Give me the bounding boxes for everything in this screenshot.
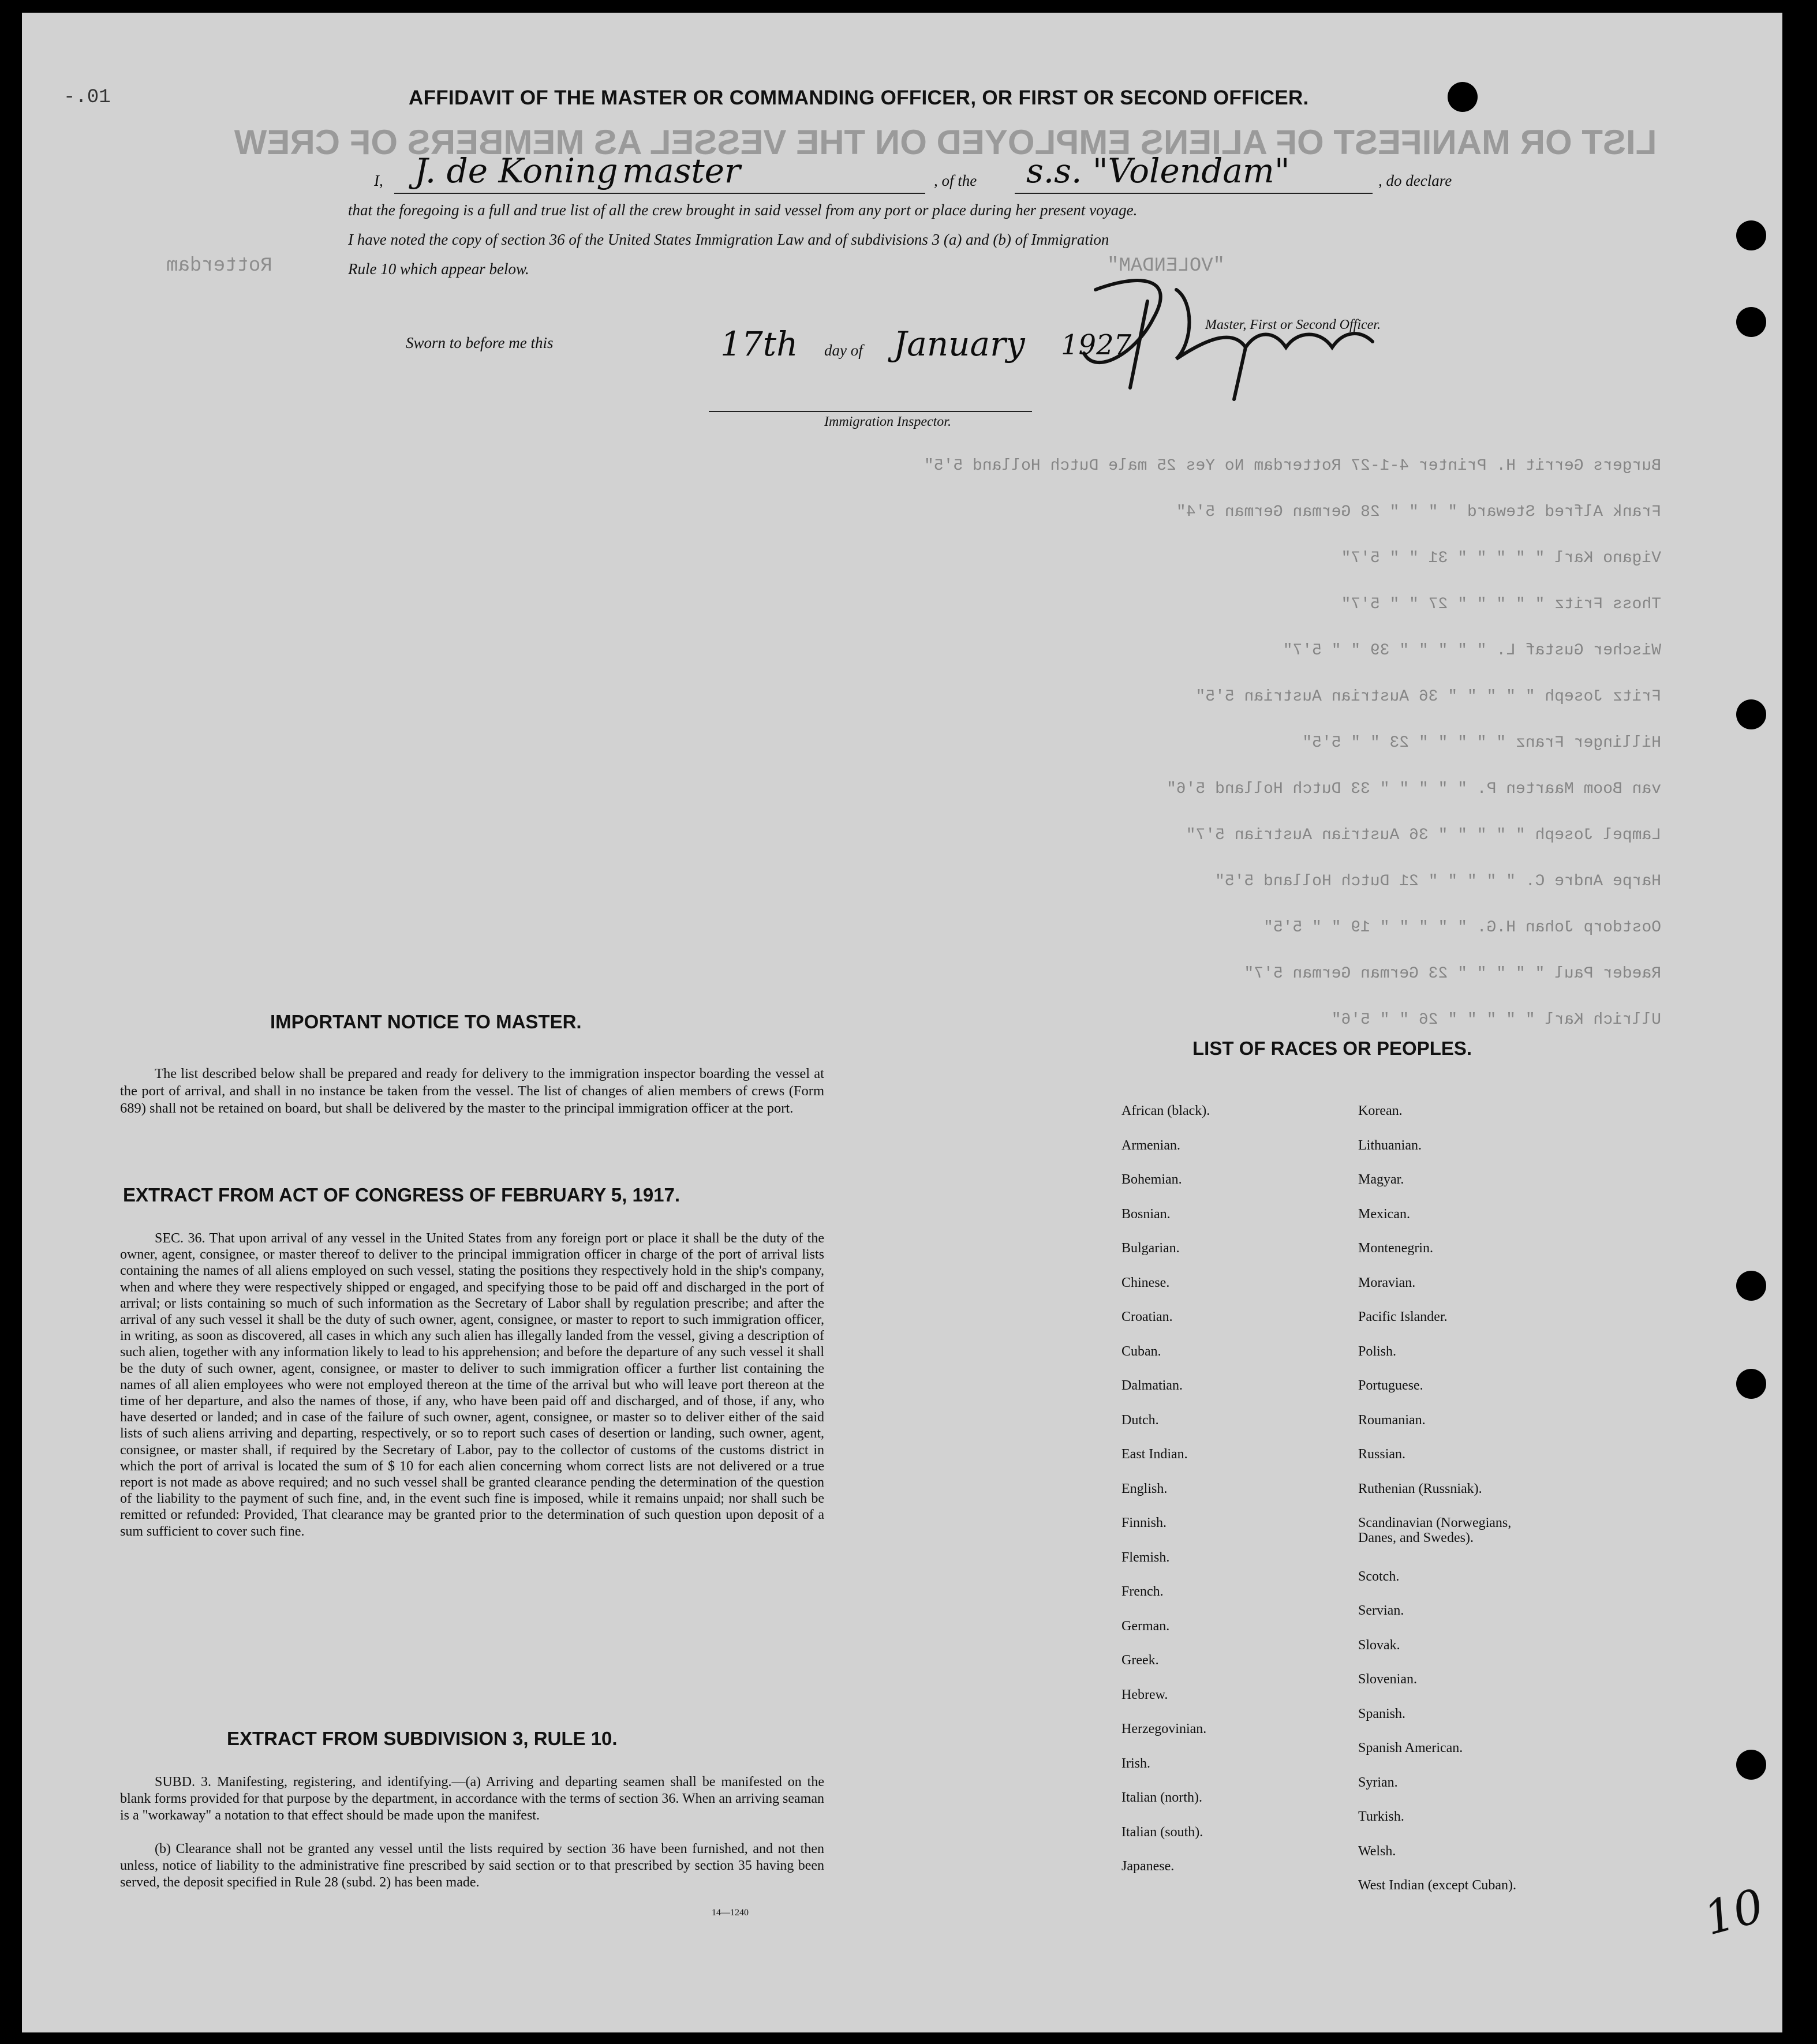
race-item: French. xyxy=(1121,1584,1164,1599)
bleed-through-port: Rotterdam xyxy=(166,255,272,277)
race-item: Spanish American. xyxy=(1358,1740,1463,1755)
race-item: Ruthenian (Russniak). xyxy=(1358,1481,1482,1496)
race-item: Mexican. xyxy=(1358,1206,1410,1222)
day-of-label: day of xyxy=(824,342,863,359)
race-item: Magyar. xyxy=(1358,1172,1404,1187)
race-item: Cuban. xyxy=(1121,1343,1161,1359)
bleed-through-row: Frank Alfred Steward " " " " 28 German German 5'4" xyxy=(1176,503,1661,521)
race-item: Scotch. xyxy=(1358,1568,1400,1584)
sworn-month-handwritten: January xyxy=(893,324,1025,364)
sworn-year: 1927 xyxy=(1061,329,1132,361)
race-item: Flemish. xyxy=(1121,1549,1170,1565)
bleed-through-row: van Boom Maarten P. " " " " " 33 Dutch Holland 5'6" xyxy=(1167,780,1661,798)
race-item: Lithuanian. xyxy=(1358,1137,1422,1153)
races-title: LIST OF RACES OR PEOPLES. xyxy=(1192,1038,1472,1059)
race-item: Japanese. xyxy=(1121,1859,1175,1874)
bleed-through-row: Raeder Paul " " " " " 23 German German 5'7" xyxy=(1244,965,1661,983)
affidavit-title: AFFIDAVIT OF THE MASTER OR COMMANDING OFFICER, OR FIRST OR SECOND OFFICER. xyxy=(409,87,1309,109)
affidavit-declare: , do declare xyxy=(1378,172,1452,189)
affidavit-line-2: that the foregoing is a full and true list of all the crew brought in said vessel from any port or place during her present voyage. xyxy=(348,201,1138,219)
race-item: Danes, and Swedes). xyxy=(1358,1530,1474,1545)
race-item: Moravian. xyxy=(1358,1275,1416,1290)
race-item: Finnish. xyxy=(1121,1515,1167,1530)
master-name-handwritten: J. de Koning xyxy=(414,151,618,190)
bleed-through-title: LIST OR MANIFEST OF ALIENS EMPLOYED ON THE VESSEL AS MEMBERS OF CREW xyxy=(234,123,1657,162)
race-item: Montenegrin. xyxy=(1358,1241,1433,1256)
race-item: Russian. xyxy=(1358,1447,1406,1462)
extract-rule-title: EXTRACT FROM SUBDIVISION 3, RULE 10. xyxy=(227,1728,618,1749)
race-item: Irish. xyxy=(1121,1755,1150,1771)
affidavit-of-the: , of the xyxy=(934,172,977,189)
race-item: Hebrew. xyxy=(1121,1687,1168,1702)
master-caption: Master, First or Second Officer. xyxy=(1205,317,1381,332)
race-item: West Indian (except Cuban). xyxy=(1358,1878,1516,1893)
punch-hole xyxy=(1736,307,1766,337)
punch-hole xyxy=(1736,220,1766,250)
inspector-signature-line xyxy=(709,411,1032,412)
race-item: Croatian. xyxy=(1121,1309,1173,1324)
race-item: Turkish. xyxy=(1358,1809,1404,1824)
race-item: Armenian. xyxy=(1121,1137,1180,1153)
race-item: Bosnian. xyxy=(1121,1206,1171,1222)
race-item: Syrian. xyxy=(1358,1775,1398,1790)
race-item: Bulgarian. xyxy=(1121,1241,1180,1256)
race-item: Pacific Islander. xyxy=(1358,1309,1448,1324)
bleed-through-row: Fritz Joseph " " " " " 36 Austrian Austrian 5'5" xyxy=(1195,688,1661,706)
race-item: Portuguese. xyxy=(1358,1378,1423,1393)
race-item: Greek. xyxy=(1121,1653,1159,1668)
bleed-through-vessel: "VOLENDAM" xyxy=(1107,255,1225,277)
page-number-handwritten: 10 xyxy=(1698,1878,1770,1946)
punch-hole xyxy=(1736,699,1766,729)
punch-hole xyxy=(1448,82,1478,112)
affidavit-line-4: Rule 10 which appear below. xyxy=(348,260,529,278)
affidavit-line-3: I have noted the copy of section 36 of the United States Immigration Law and of subdivisions 3 (a) and (b) of Immigration xyxy=(348,231,1109,248)
race-item: Scandinavian (Norwegians, xyxy=(1358,1515,1512,1530)
form-number: 14—1240 xyxy=(712,1908,749,1918)
bleed-through-row: Oostdorp Johan H.G. " " " " " 19 " " 5'5" xyxy=(1263,919,1661,937)
bleed-through-row: Hillinger Franz " " " " " 23 " " 5'5" xyxy=(1302,734,1661,752)
race-item: Dutch. xyxy=(1121,1412,1159,1428)
inspector-caption: Immigration Inspector. xyxy=(824,414,951,429)
bleed-through-row: Ullrich Karl " " " " " 26 " " 5'6" xyxy=(1331,1011,1661,1029)
punch-hole xyxy=(1736,1369,1766,1399)
extract-act-title: EXTRACT FROM ACT OF CONGRESS OF FEBRUARY 5, 1917. xyxy=(123,1184,681,1206)
race-item: Herzegovinian. xyxy=(1121,1721,1207,1736)
race-item: English. xyxy=(1121,1481,1168,1496)
bleed-through-row: Burgers Gerrit H. Printer 4-1-27 Rotterdam No Yes 25 male Dutch Holland 5'5" xyxy=(924,457,1661,475)
punch-hole xyxy=(1736,1750,1766,1780)
race-item: German. xyxy=(1121,1618,1170,1634)
extract-rule-text-b: (b) Clearance shall not be granted any vessel until the lists required by section 36 have been furnished, and not then unless, notice of liability to the administrative fine prescribed by said section or to that prescribed by section 35 having been served, the deposit specified in Rule 28 (subd. 2) has been made. xyxy=(120,1841,824,1890)
manifest-page xyxy=(22,13,1782,2032)
master-rank-handwritten: master xyxy=(622,151,741,190)
race-item: Italian (south). xyxy=(1121,1824,1203,1840)
punch-hole xyxy=(1736,1271,1766,1301)
race-item: Slovenian. xyxy=(1358,1672,1417,1687)
extract-act-text: SEC. 36. That upon arrival of any vessel in the United States from any foreign port or place it shall be the duty of the owner, agent, consignee, or master thereof to deliver to the principal immigration officer in charge of the port of arrival lists containing the names of all aliens employed on such vessel, stating the positions they respectively hold in the ship's company, when and where they were respectively shipped or engaged, and specifying those to be paid off and discharged in the port of arrival; or lists containing so much of such information as the Secretary of Labor shall by regulation prescribe; and after the arrival of any such vessel it shall be the duty of such owner, agent, consignee, or master to report to such immigration officer, in writing, as soon as discovered, all cases in which any such alien has illegally landed from the vessel, giving a description of such alien, together with any information likely to lead to his apprehension; and before the departure of any such vessel it shall be the duty of such owner, agent, consignee, or master to deliver to such immigration officer a further list containing the names of all alien employees who were not employed thereon at the time of the arrival but who will leave port thereon at the time of her departure, and also the names of those, if any, who have been paid off and discharged, and of those, if any, who have deserted or landed; and in case of the failure of such owner, agent, consignee, or master so to deliver either of the said lists of such aliens arriving and departing, respectively, or so to report such cases of desertion or landing, such owner, agent, consignee, or master shall, if required by the Secretary of Labor, pay to the collector of customs of the customs district in which the port of arrival is located the sum of $ 10 for each alien concerning whom correct lists are not delivered or a true report is not made as above required; and no such vessel shall be granted clearance pending the determination of the question of the liability to the payment of such fine, and, in the event such fine is imposed, while it remains unpaid; nor shall such be remitted or refunded: Provided, That clearance may be granted prior to the determination of such question upon deposit of a sum sufficient to cover such fine. xyxy=(120,1231,824,1539)
race-item: Chinese. xyxy=(1121,1275,1170,1290)
race-item: Korean. xyxy=(1358,1103,1403,1118)
race-item: Dalmatian. xyxy=(1121,1378,1183,1393)
vessel-name-handwritten: s.s. "Volendam" xyxy=(1026,151,1290,190)
bleed-through-row: Lampel Joseph " " " " " 36 Austrian Austrian 5'7" xyxy=(1186,826,1661,844)
bleed-through-row: Thoss Fritz " " " " " 27 " " 5'7" xyxy=(1341,596,1661,613)
margin-mark: -.01 xyxy=(63,87,111,108)
race-item: Italian (north). xyxy=(1121,1790,1202,1805)
bleed-through-row: Vigano Karl " " " " " 31 " " 5'7" xyxy=(1341,549,1661,567)
affidavit-blank-name xyxy=(394,193,925,194)
race-item: Servian. xyxy=(1358,1603,1404,1618)
race-item: African (black). xyxy=(1121,1103,1210,1118)
extract-rule-text-a: SUBD. 3. Manifesting, registering, and identifying.—(a) Arriving and departing seamen shall be manifested on the blank forms provided for that purpose by the department, in accordance with the terms of section 36. When an arriving seaman is a "workaway" a notation to that effect should be made upon the manifest. xyxy=(120,1775,824,1823)
notice-title: IMPORTANT NOTICE TO MASTER. xyxy=(270,1011,582,1032)
affidavit-i: I, xyxy=(374,172,383,189)
race-item: Spanish. xyxy=(1358,1706,1406,1721)
bleed-through-row: Wischer Gustaf L. " " " " " 39 " " 5'7" xyxy=(1283,642,1661,660)
notice-text: The list described below shall be prepared and ready for delivery to the immigration inspector boarding the vessel at the port of arrival, and shall in no instance be taken from the vessel. The list of changes of alien members of crews (Form 689) shall not be retained on board, but shall be delivered by the master to the principal immigration officer at the port. xyxy=(120,1066,824,1116)
race-item: Welsh. xyxy=(1358,1843,1396,1859)
affidavit-blank-vessel xyxy=(1015,193,1373,194)
bleed-through-row: Harpe Andre C. " " " " " 21 Dutch Holland 5'5" xyxy=(1215,873,1661,890)
race-item: East Indian. xyxy=(1121,1447,1188,1462)
race-item: Bohemian. xyxy=(1121,1172,1182,1187)
race-item: Slovak. xyxy=(1358,1637,1400,1653)
sworn-label: Sworn to before me this xyxy=(406,334,554,351)
sworn-day-handwritten: 17th xyxy=(720,324,798,364)
race-item: Roumanian. xyxy=(1358,1412,1426,1428)
race-item: Polish. xyxy=(1358,1343,1397,1359)
